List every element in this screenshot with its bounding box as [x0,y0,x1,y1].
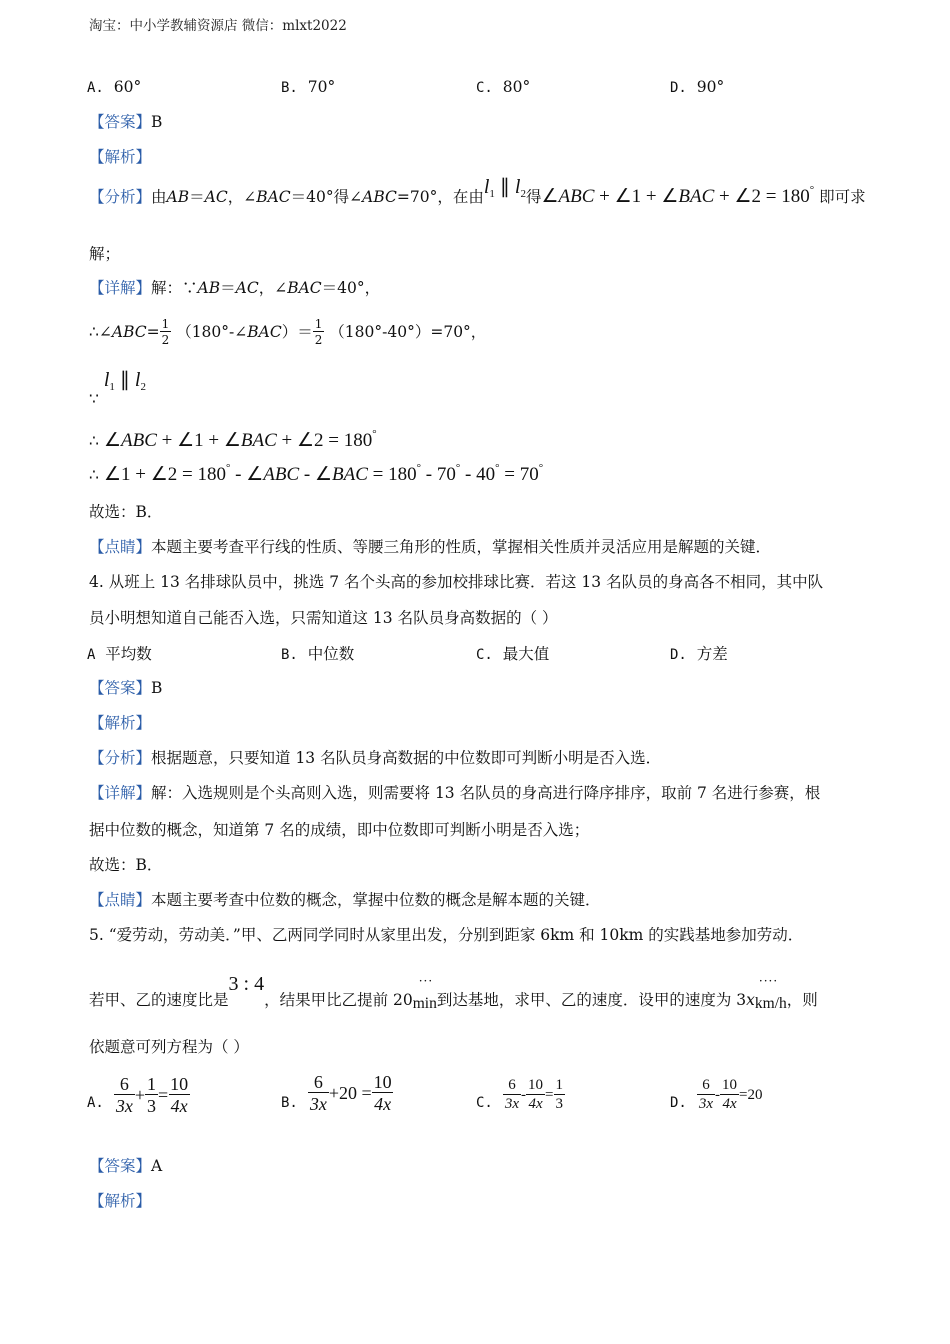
fraction-half [160,318,172,346]
var-bac: BAC [256,188,291,206]
text: = 180 [367,464,417,485]
min-unit-wrap [412,974,437,1012]
q3-option-d [670,77,724,98]
text: - 70 [421,464,456,485]
q3-dianjing [89,537,771,557]
text: 由 [151,188,167,206]
denominator: 3x [698,1096,714,1112]
option-text: 中位数 [307,645,355,663]
var: BAC [332,464,368,485]
q3-result-line [89,462,543,486]
text: 即可求 [819,188,866,206]
q3-guxuan: 故选：B． [89,503,163,521]
parallel-expr [104,369,146,391]
deg: ° [538,462,544,474]
q4-option-c [476,644,549,665]
text: ∠1 + ∠2 = 180 [103,464,226,485]
var: ABC [121,430,157,451]
fraction-10-4x [526,1078,545,1112]
option-text: 方差 [696,645,728,663]
fenxi-label: 【分析】 [89,188,152,206]
text: ，∠ [227,188,257,206]
emphasis-dots: ··· [418,974,434,988]
fraction-6-3x [308,1073,329,1113]
denominator: 3x [115,1096,133,1116]
answer-label: 【答案】 [89,113,152,131]
numerator: 6 [313,1072,323,1092]
var: BAC [247,323,282,341]
denominator: 4x [374,1094,392,1114]
fraction-1-3 [145,1075,158,1115]
l2: l [514,175,521,198]
emphasis-dots: ···· [758,974,779,988]
sub: 2 [140,381,146,393]
q5-stem-line3: 依题意可列方程为（ ） [89,1038,249,1056]
deg: ° [416,462,422,474]
denominator: 3x [504,1096,520,1112]
equals-sign: = [158,1084,169,1105]
text: ，结果甲比乙提前 20 [264,991,413,1009]
angle-sum-expr [541,180,814,207]
deg: ° [809,183,815,196]
text: 得 [525,188,542,206]
detail-label: 【详解】 [89,784,152,802]
option-letter: C. [476,80,493,96]
var: BAC [240,430,277,451]
q5-stem-line1: 5. “爱劳动，劳动美．”甲、乙两同学同时从家里出发，分别到距家 6km 和 10km 的实践基地参加劳动． [89,926,804,944]
denominator: 4x [722,1096,737,1112]
numerator: 10 [722,1077,738,1093]
q4-option-d [670,644,728,665]
dianjing-text: 本题主要考查平行线的性质、等腰三角形的性质，掌握相关性质并灵活应用是解题的关键． [151,538,772,556]
option-letter: D. [670,1095,687,1111]
therefore-sign: ∴ [89,432,99,450]
angle-sum-expr [104,430,377,451]
deg: ° [455,462,461,474]
q3-answer [89,112,162,132]
q3-option-a [87,77,141,98]
answer-label: 【答案】 [89,1157,152,1175]
fraction-half [313,318,325,346]
numerator: 1 [314,317,323,331]
text: ）＝ [281,323,313,341]
fraction-6-3x [697,1078,715,1112]
option-letter: B. [281,1095,298,1111]
var-abc: ABC [362,188,397,206]
therefore-sign: ∴ [89,323,99,341]
denominator: 3x [309,1094,327,1114]
sub: 1 [109,381,115,393]
fraction-6-3x [114,1075,135,1115]
result-expr [104,464,543,485]
text: + ∠2 = 180 [714,185,810,207]
deg: ° [495,462,500,474]
l1: l [103,369,110,391]
option-letter: A. [87,80,104,96]
q3-option-b [281,77,335,98]
answer-value: B [151,113,163,131]
numerator: 1 [147,1074,157,1094]
l2: l [134,369,141,391]
speed-ratio: 3 : 4 [228,973,265,995]
text: 解：∵ [151,279,198,297]
q4-option-b [281,644,354,665]
var-ab: AB [166,188,190,206]
parallel-sign: ∥ [499,175,510,198]
option-letter: B. [281,80,298,96]
var: AB [197,279,221,297]
q5-answer [89,1156,162,1176]
therefore-sign: ∴ [89,466,99,484]
minus-sign: - [521,1086,527,1103]
text: （180°-∠ [176,323,248,341]
answer-label: 【答案】 [89,679,152,697]
q5-option-d [670,1072,763,1118]
fraction-10-4x [168,1075,190,1115]
q3-option-c [476,77,530,98]
text: = [146,323,160,341]
denominator: 4x [170,1096,188,1116]
text: ＝ [220,279,236,297]
text: - 40 [460,464,496,485]
option-letter: A [87,647,96,663]
equals-20: =20 [739,1086,763,1103]
page-header: 淘宝：中小学教辅资源店 微信：mlxt2022 [89,18,347,34]
option-letter: D. [670,647,687,663]
numerator: 10 [528,1077,544,1093]
fraction-1-3 [554,1078,566,1112]
q4-guxuan: 故选：B． [89,856,163,874]
angle: ∠ [541,185,559,207]
text: + ∠2 = 180 [276,430,373,451]
q5-option-b [281,1068,394,1118]
q3-angle-sum-line [89,428,377,452]
dianjing-label: 【点睛】 [89,891,152,909]
var: ABC [558,185,595,207]
sub: 2 [520,187,526,200]
option-letter: C. [476,647,493,663]
option-letter: A. [87,1095,104,1111]
fraction-10-4x [372,1073,394,1113]
denominator: 2 [161,333,170,347]
q4-stem-line1: 4. 从班上 13 名排球队员中，挑选 7 名个头高的参加校排球比赛．若这 13 名队员的身高各不相同，其中队 [89,573,824,591]
text: - ∠ [230,464,264,485]
q5-option-a [87,1070,190,1120]
text: （180°-40°）=70°， [329,323,487,341]
option-text: 90° [696,78,725,96]
q3-analysis-label: 【解析】 [89,148,152,166]
q5-option-c [476,1072,565,1118]
numerator: 10 [373,1072,392,1092]
option-text: 最大值 [502,645,550,663]
numerator: 6 [702,1077,710,1093]
q4-stem-line2: 员小明想知道自己能否入选，只需知道这 13 名队员身高数据的（ ） [89,609,558,627]
numerator: 10 [170,1074,189,1094]
q4-fenxi [89,748,661,768]
denominator: 2 [314,333,323,347]
denominator: 3 [555,1096,563,1112]
option-text: 70° [307,78,336,96]
q3-fenxi [89,175,866,215]
q4-detail-line1 [89,783,820,803]
fenxi-text: 根据题意，只要知道 13 名队员身高数据的中位数即可判断小明是否入选． [151,749,662,767]
deg: ° [372,428,377,440]
kmh-unit: km/h [754,995,787,1012]
option-text: 60° [113,78,142,96]
text: = 70 [499,464,539,485]
var: AC [235,279,259,297]
denominator: 3 [147,1096,157,1116]
q3-detail [89,278,380,298]
q4-answer [89,678,162,698]
plus-sign: + [134,1084,146,1105]
option-letter: C. [476,1095,493,1111]
detail-text: 解：入选规则是个头高则入选，则需要将 13 名队员的身高进行降序排序，取前 7 名进行参赛，根 [151,784,821,802]
parallel-sign: ∥ [119,369,130,391]
plus-20: +20 = [328,1082,372,1103]
q4-detail-line2: 据中位数的概念，知道第 7 名的成绩，即中位数即可判断小明是否入选； [89,821,590,839]
q5-stem-line2 [89,966,818,1010]
deg: ° [225,462,231,474]
option-letter: B. [281,647,298,663]
q4-dianjing [89,890,601,910]
fraction-10-4x [720,1078,739,1112]
fenxi-label: 【分析】 [89,749,152,767]
text: ＝ [189,188,205,206]
q4-analysis-label: 【解析】 [89,714,152,732]
numerator: 1 [555,1077,563,1093]
text: ＝40°， [321,279,381,297]
numerator: 1 [161,317,170,331]
text: ，∠ [258,279,288,297]
var-ac: AC [204,188,228,206]
q3-because-line [89,370,146,406]
minus-sign: - [715,1086,721,1103]
option-letter: D. [670,80,687,96]
dianjing-text: 本题主要考查中位数的概念，掌握中位数的概念是解本题的关键． [151,891,601,909]
answer-value: A [151,1157,163,1175]
option-text: 平均数 [105,645,152,663]
l1: l [483,175,490,198]
option-text: 80° [502,78,531,96]
q4-option-a [87,644,152,665]
var-x: x [746,991,755,1009]
dianjing-label: 【点睛】 [89,538,152,556]
answer-value: B [151,679,163,697]
equals-sign: = [545,1086,554,1103]
angle: ∠ [103,430,122,451]
numerator: 6 [508,1077,516,1093]
detail-label: 【详解】 [89,279,152,297]
text: ＝40°得∠ [290,188,363,206]
var: ABC [111,323,147,341]
var: BAC [287,279,322,297]
q3-line-abc [89,312,486,352]
text: =70°，在由 [396,188,484,206]
parallel-expr [484,177,526,204]
min-unit: min [412,995,437,1012]
denominator: 4x [528,1096,543,1112]
text: 若甲、乙的速度比是 [89,991,229,1009]
q3-fenxi-line2: 解； [89,245,121,263]
fraction-6-3x [503,1078,521,1112]
var: BAC [678,185,715,207]
q5-analysis-label: 【解析】 [89,1192,152,1210]
text: ，则 [786,991,818,1009]
text: ∠ [98,323,112,341]
sub: 1 [489,187,495,200]
numerator: 6 [119,1074,129,1094]
text: - ∠ [299,464,333,485]
kmh-unit-wrap [754,974,787,1012]
text: 到达基地，求甲、乙的速度．设甲的速度为 3 [436,991,747,1009]
text: + ∠1 + ∠ [156,430,241,451]
var: ABC [263,464,300,485]
text: + ∠1 + ∠ [594,185,679,207]
because-sign: ∵ [89,390,99,408]
